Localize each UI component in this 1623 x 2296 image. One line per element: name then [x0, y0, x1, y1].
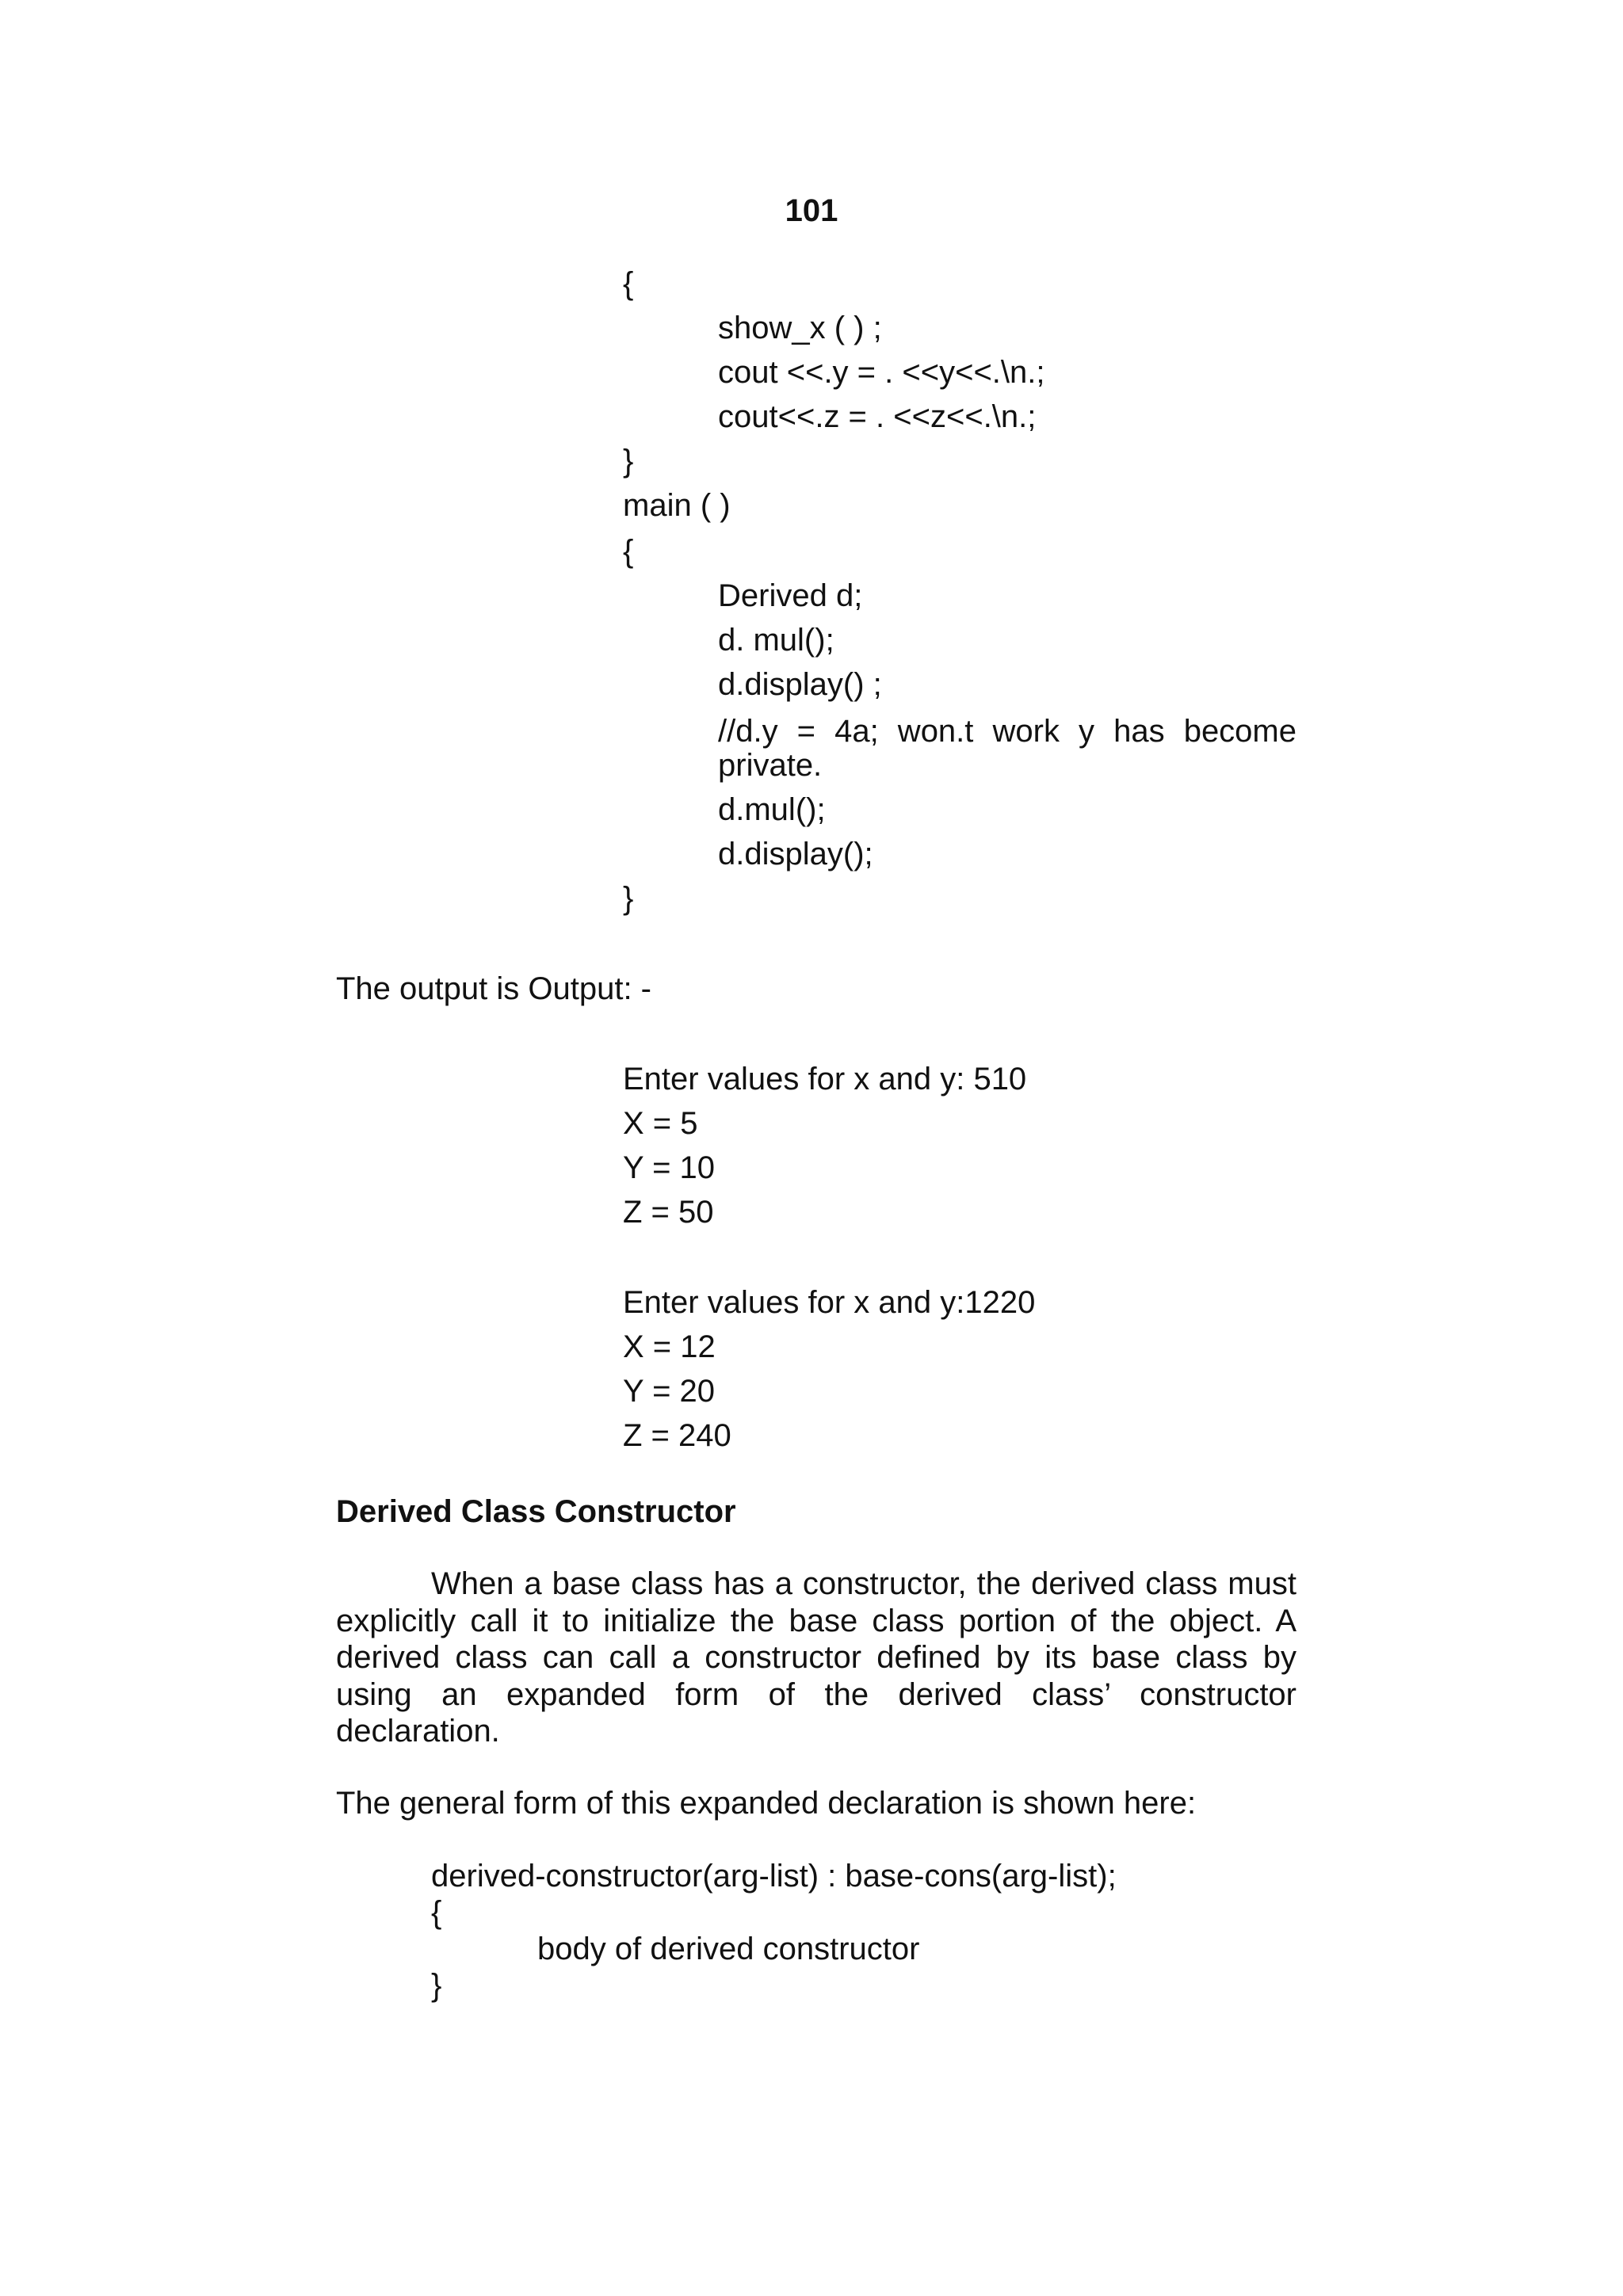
section-heading: Derived Class Constructor [336, 1494, 736, 1529]
code-comment-line: //d.y = 4a; won.t work y has become [718, 714, 1296, 749]
code-line: main ( ) [623, 488, 731, 523]
output-intro: The output is Output: - [336, 971, 651, 1006]
output-line: Z = 50 [623, 1195, 714, 1230]
code-line: show_x ( ) ; [718, 311, 882, 345]
output-line: Y = 10 [623, 1150, 716, 1185]
output-line: X = 12 [623, 1329, 716, 1364]
code-line: cout <<.y = . <<y<<.\n.; [718, 355, 1045, 390]
paragraph-text: When a base class has a constructor, the derived class must explicitly call it to initialize the base class portion of the object. A derived class can call a constructor defined by its base class by using an expanded form of the derived class’ constructor declaration. [336, 1566, 1296, 1749]
code-line: d.mul(); [718, 792, 826, 827]
general-form-line: } [431, 1968, 442, 2003]
code-line: d. mul(); [718, 623, 834, 658]
code-line: } [623, 881, 634, 916]
output-line: Enter values for x and y:1220 [623, 1285, 1036, 1320]
code-line: { [623, 534, 634, 569]
code-line: } [623, 444, 634, 479]
code-line: { [623, 266, 634, 301]
output-line: Enter values for x and y: 510 [623, 1062, 1027, 1097]
code-line: Derived d; [718, 578, 863, 613]
general-form-line: derived-constructor(arg-list) : base-cons(arg-list); [431, 1859, 1117, 1894]
code-line: d.display() ; [718, 667, 882, 702]
general-form-intro: The general form of this expanded declaration is shown here: [336, 1786, 1197, 1821]
general-form-line: { [431, 1895, 442, 1930]
output-line: Y = 20 [623, 1374, 716, 1409]
general-form-line: body of derived constructor [537, 1932, 920, 1966]
section-paragraph [336, 1566, 1296, 1750]
code-line: cout<<.z = . <<z<<.\n.; [718, 399, 1037, 434]
code-line: private. [718, 748, 823, 783]
output-line: Z = 240 [623, 1418, 731, 1453]
output-line: X = 5 [623, 1106, 698, 1141]
page-number: 101 [785, 193, 838, 228]
code-line: d.display(); [718, 837, 873, 871]
